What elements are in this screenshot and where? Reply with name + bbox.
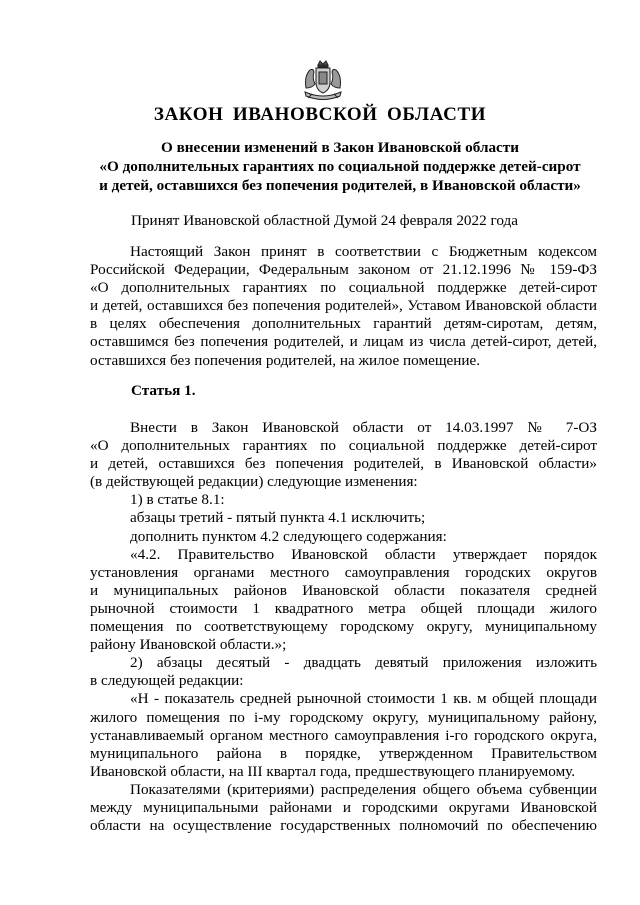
text-line: и детей, оставшихся без попечения родителей», Уставом Ивановской области (90, 297, 597, 315)
text-line: Ивановской области, на III квартал года, предшествующего планируемому. (90, 762, 576, 780)
text-line: абзацы третий - пятый пункта 4.1 исключить; (130, 509, 426, 527)
adoption-statement: Принят Ивановской областной Думой 24 февраля 2022 года (131, 212, 518, 229)
text-line: Настоящий Закон принят в соответствии с Бюджетным кодексом (130, 243, 597, 260)
text-line: в следующей редакции: (90, 672, 244, 690)
text-line: 1) в статье 8.1: (130, 491, 225, 509)
text-line: Российской Федерации, Федеральным законом от 21.12.1996 № 159-ФЗ (90, 261, 597, 279)
preamble-paragraph (90, 243, 597, 370)
text-line: в целях обеспечения дополнительных гарантий детям-сиротам, детям, (90, 315, 597, 333)
law-title: ЗАКОН ИВАНОВСКОЙ ОБЛАСТИ (153, 104, 487, 125)
text-line: «4.2. Правительство Ивановской области утверждает порядок (130, 545, 597, 563)
coat-of-arms-icon (300, 58, 346, 102)
text-line: «О дополнительных гарантиях по социальной поддержке детей-сирот (90, 279, 597, 297)
text-line: дополнить пунктом 4.2 следующего содержания: (130, 527, 447, 545)
text-line: (в действующей редакции) следующие изменения: (90, 473, 418, 491)
text-line: району Ивановской области.»; (90, 636, 287, 654)
text-line: 2) абзацы десятый - двадцать девятый приложения изложить (130, 654, 597, 672)
text-line: и муниципальных районов Ивановской области показателя средней (90, 581, 597, 599)
text-line: оставшимся без попечения родителей, и лицам из числа детей-сирот, детей, (90, 333, 597, 351)
text-line: муниципального района в порядке, утвержденном Правительством (90, 744, 597, 762)
text-line: Внести в Закон Ивановской области от 14.03.1997 № 7-ОЗ (130, 419, 597, 436)
text-line: рыночной стоимости 1 квадратного метра общей площади жилого (90, 599, 597, 617)
text-line: «Н - показатель средней рыночной стоимости 1 кв. м общей площади (130, 690, 597, 708)
text-line: жилого помещения по i-му городскому округу, муниципальному району, (90, 708, 597, 726)
text-line: устанавливаемый органом местного самоуправления i-го городского округа, (90, 726, 597, 744)
text-line: установления органами местного самоуправления городских округов (90, 563, 597, 581)
text-line: оставшихся без попечения родителей, на жилое помещение. (90, 351, 481, 369)
article-body (90, 419, 597, 835)
text-line: «О дополнительных гарантиях по социальной поддержке детей-сирот (90, 437, 597, 455)
text-line: и детей, оставшихся без попечения родителей, в Ивановской области» (90, 455, 597, 473)
subtitle-line: О внесении изменений в Закон Ивановской области (160, 139, 520, 156)
text-line: области на осуществление государственных полномочий по обеспечению (90, 817, 597, 835)
law-subtitle (80, 138, 600, 195)
text-line: помещения по соответствующему городскому округу, муниципальному (90, 618, 597, 636)
subtitle-line: «О дополнительных гарантиях по социальной поддержке детей-сирот (99, 158, 581, 175)
text-line: между муниципальными районами и городскими округами Ивановской (90, 798, 597, 816)
text-line: Показателями (критериями) распределения общего объема субвенции (130, 780, 597, 798)
subtitle-line: и детей, оставшихся без попечения родителей, в Ивановской области» (99, 177, 581, 194)
article-heading: Статья 1. (131, 382, 196, 399)
